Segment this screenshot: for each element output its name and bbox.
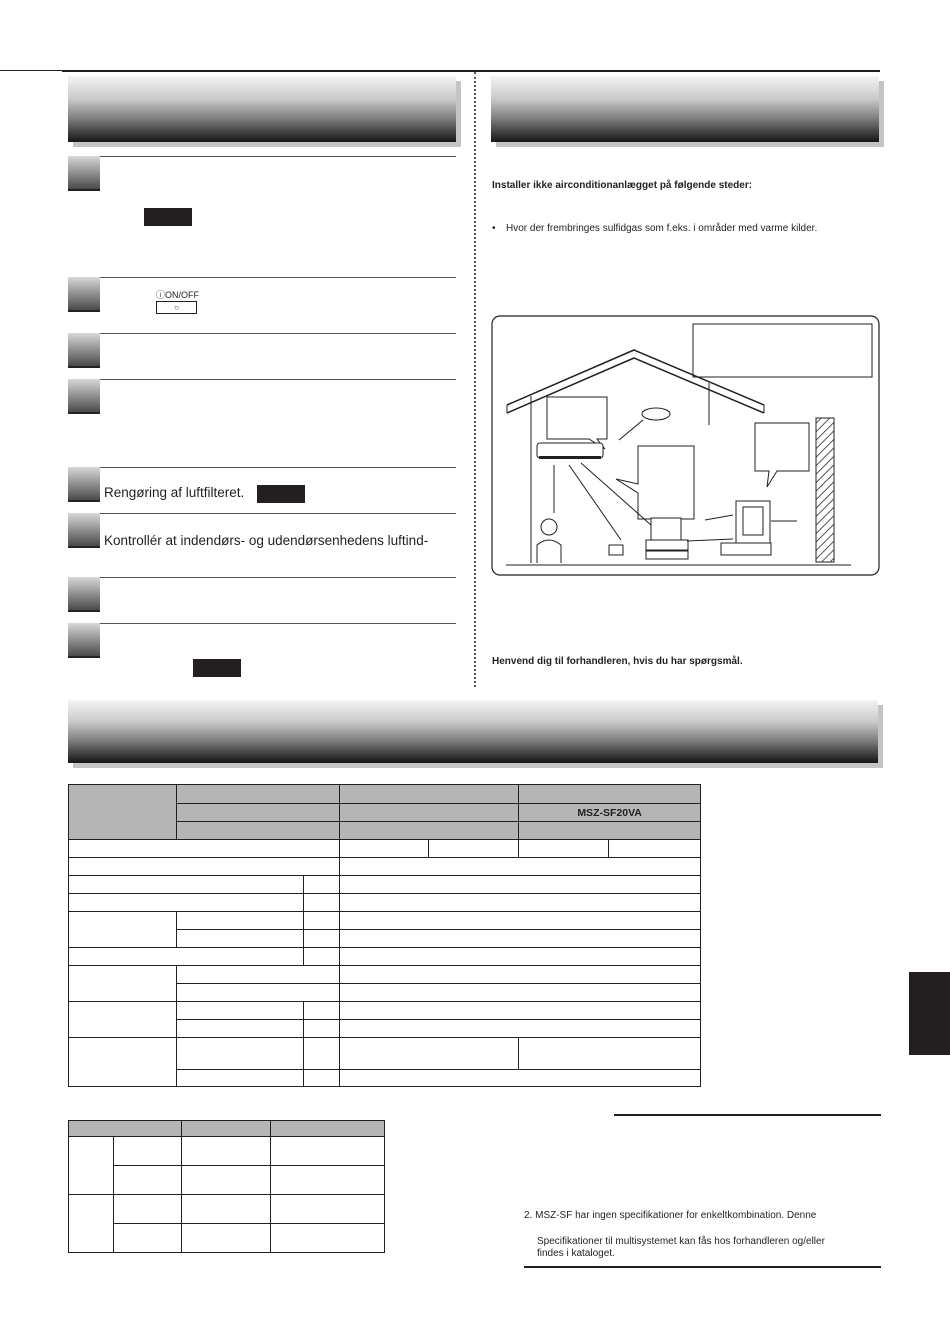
reference-box [257,485,305,503]
step-6-marker [68,513,100,548]
step-8-marker [68,623,100,658]
spec-cell [69,894,304,912]
power-icon: ⓘ [156,290,166,300]
range-header-cell [271,1121,385,1137]
spec-cell [519,1038,701,1070]
maintenance-header [68,76,456,142]
step-5-text: Rengøring af luftfilteret. [104,485,245,500]
spec-cell [176,930,303,948]
note-2-line-3: findes i kataloget. [537,1248,615,1259]
spec-header-cell [519,785,701,804]
spec-cell [69,1002,177,1038]
spec-cell [69,858,340,876]
reference-box [144,208,192,226]
spec-cell [339,966,700,984]
step-rule [68,467,456,468]
top-rule-right [62,70,880,72]
spec-cell [176,1070,303,1087]
spec-cell [303,912,339,930]
range-cell [181,1195,271,1224]
spec-cell [429,840,519,858]
range-cell [271,1166,385,1195]
range-cell [271,1195,385,1224]
step-3-marker [68,333,100,368]
range-cell [271,1224,385,1253]
spec-header-cell [176,822,339,840]
spec-header-cell [176,804,339,822]
range-cell [113,1195,181,1224]
spec-cell [339,1020,700,1038]
installation-header [491,76,879,142]
range-cell [181,1166,271,1195]
step-rule [68,333,456,334]
column-divider [474,72,476,687]
step-rule [68,513,456,514]
onoff-label: ⓘON/OFF [156,290,200,300]
step-1-marker [68,156,100,191]
reference-box [193,659,241,677]
spec-header-cell [339,804,519,822]
install-bullet: • [492,223,496,234]
spec-cell [303,948,339,966]
step-6-text: Kontrollér at indendørs- og udendørsenhedens luftind- [104,533,429,548]
spec-cell [339,912,700,930]
range-cell [69,1195,114,1253]
spec-cell [339,930,700,948]
range-header-cell [181,1121,271,1137]
spec-cell [69,1038,177,1087]
spec-cell [303,1070,339,1087]
step-rule [68,156,456,157]
spec-header-cell [519,822,701,840]
spec-cell [69,966,177,1002]
spec-header-cell [339,822,519,840]
spec-cell [176,984,339,1002]
range-cell [271,1137,385,1166]
onoff-button[interactable]: ○ [156,301,197,314]
step-rule [68,577,456,578]
spec-cell [303,1020,339,1038]
spec-cell [176,912,303,930]
spec-cell [303,930,339,948]
step-7-marker [68,577,100,612]
spec-cell [176,966,339,984]
install-heading: Installer ikke airconditionanlægget på følgende steder: [492,180,753,191]
spec-table [68,784,701,1087]
spec-cell [69,876,304,894]
note-2-line-2: Specifikationer til multisystemet kan fås hos forhandleren og/eller [537,1236,825,1247]
spec-cell [339,840,429,858]
spec-cell [609,840,701,858]
step-2-marker [68,277,100,312]
spec-cell [176,1002,303,1020]
spec-header-cell [339,785,519,804]
spec-cell [69,840,340,858]
language-tab [909,972,950,1055]
spec-cell [303,1002,339,1020]
spec-cell [69,912,177,948]
spec-header-cell [176,785,339,804]
specifications-header [68,700,878,763]
range-cell [69,1137,114,1195]
spec-cell [339,1070,700,1087]
spec-cell [339,1038,519,1070]
notes-bottom-rule [524,1266,881,1268]
spec-cell [339,858,700,876]
spec-cell [339,948,700,966]
install-bullet-text: Hvor der frembringes sulfidgas som f.eks. i områder med varme kilder. [506,223,818,234]
spec-cell [339,984,700,1002]
spec-cell [303,1038,339,1070]
spec-cell [339,894,700,912]
step-rule [68,277,456,278]
spec-cell [339,876,700,894]
range-cell [181,1137,271,1166]
spec-cell [339,1002,700,1020]
spec-cell [176,1020,303,1038]
note-2-line-1: 2. MSZ-SF har ingen specifikationer for enkeltkombination. Denne [524,1210,817,1221]
placement-illustration [491,315,881,577]
step-5-marker [68,467,100,502]
step-rule [68,623,456,624]
notes-top-rule [614,1114,881,1116]
range-cell [181,1224,271,1253]
spec-cell [176,1038,303,1070]
spec-model-name: MSZ-SF20VA [519,804,701,822]
range-cell [113,1166,181,1195]
step-rule [68,379,456,380]
range-cell [113,1137,181,1166]
spec-cell [519,840,609,858]
spec-cell [303,876,339,894]
operating-range-table [68,1120,385,1253]
range-cell [113,1224,181,1253]
spec-cell [303,894,339,912]
step-4-marker [68,379,100,414]
spec-header-cell [69,785,177,840]
contact-dealer: Henvend dig til forhandleren, hvis du har spørgsmål. [492,656,743,667]
spec-cell [69,948,304,966]
top-rule [0,70,62,71]
range-header-cell [69,1121,182,1137]
